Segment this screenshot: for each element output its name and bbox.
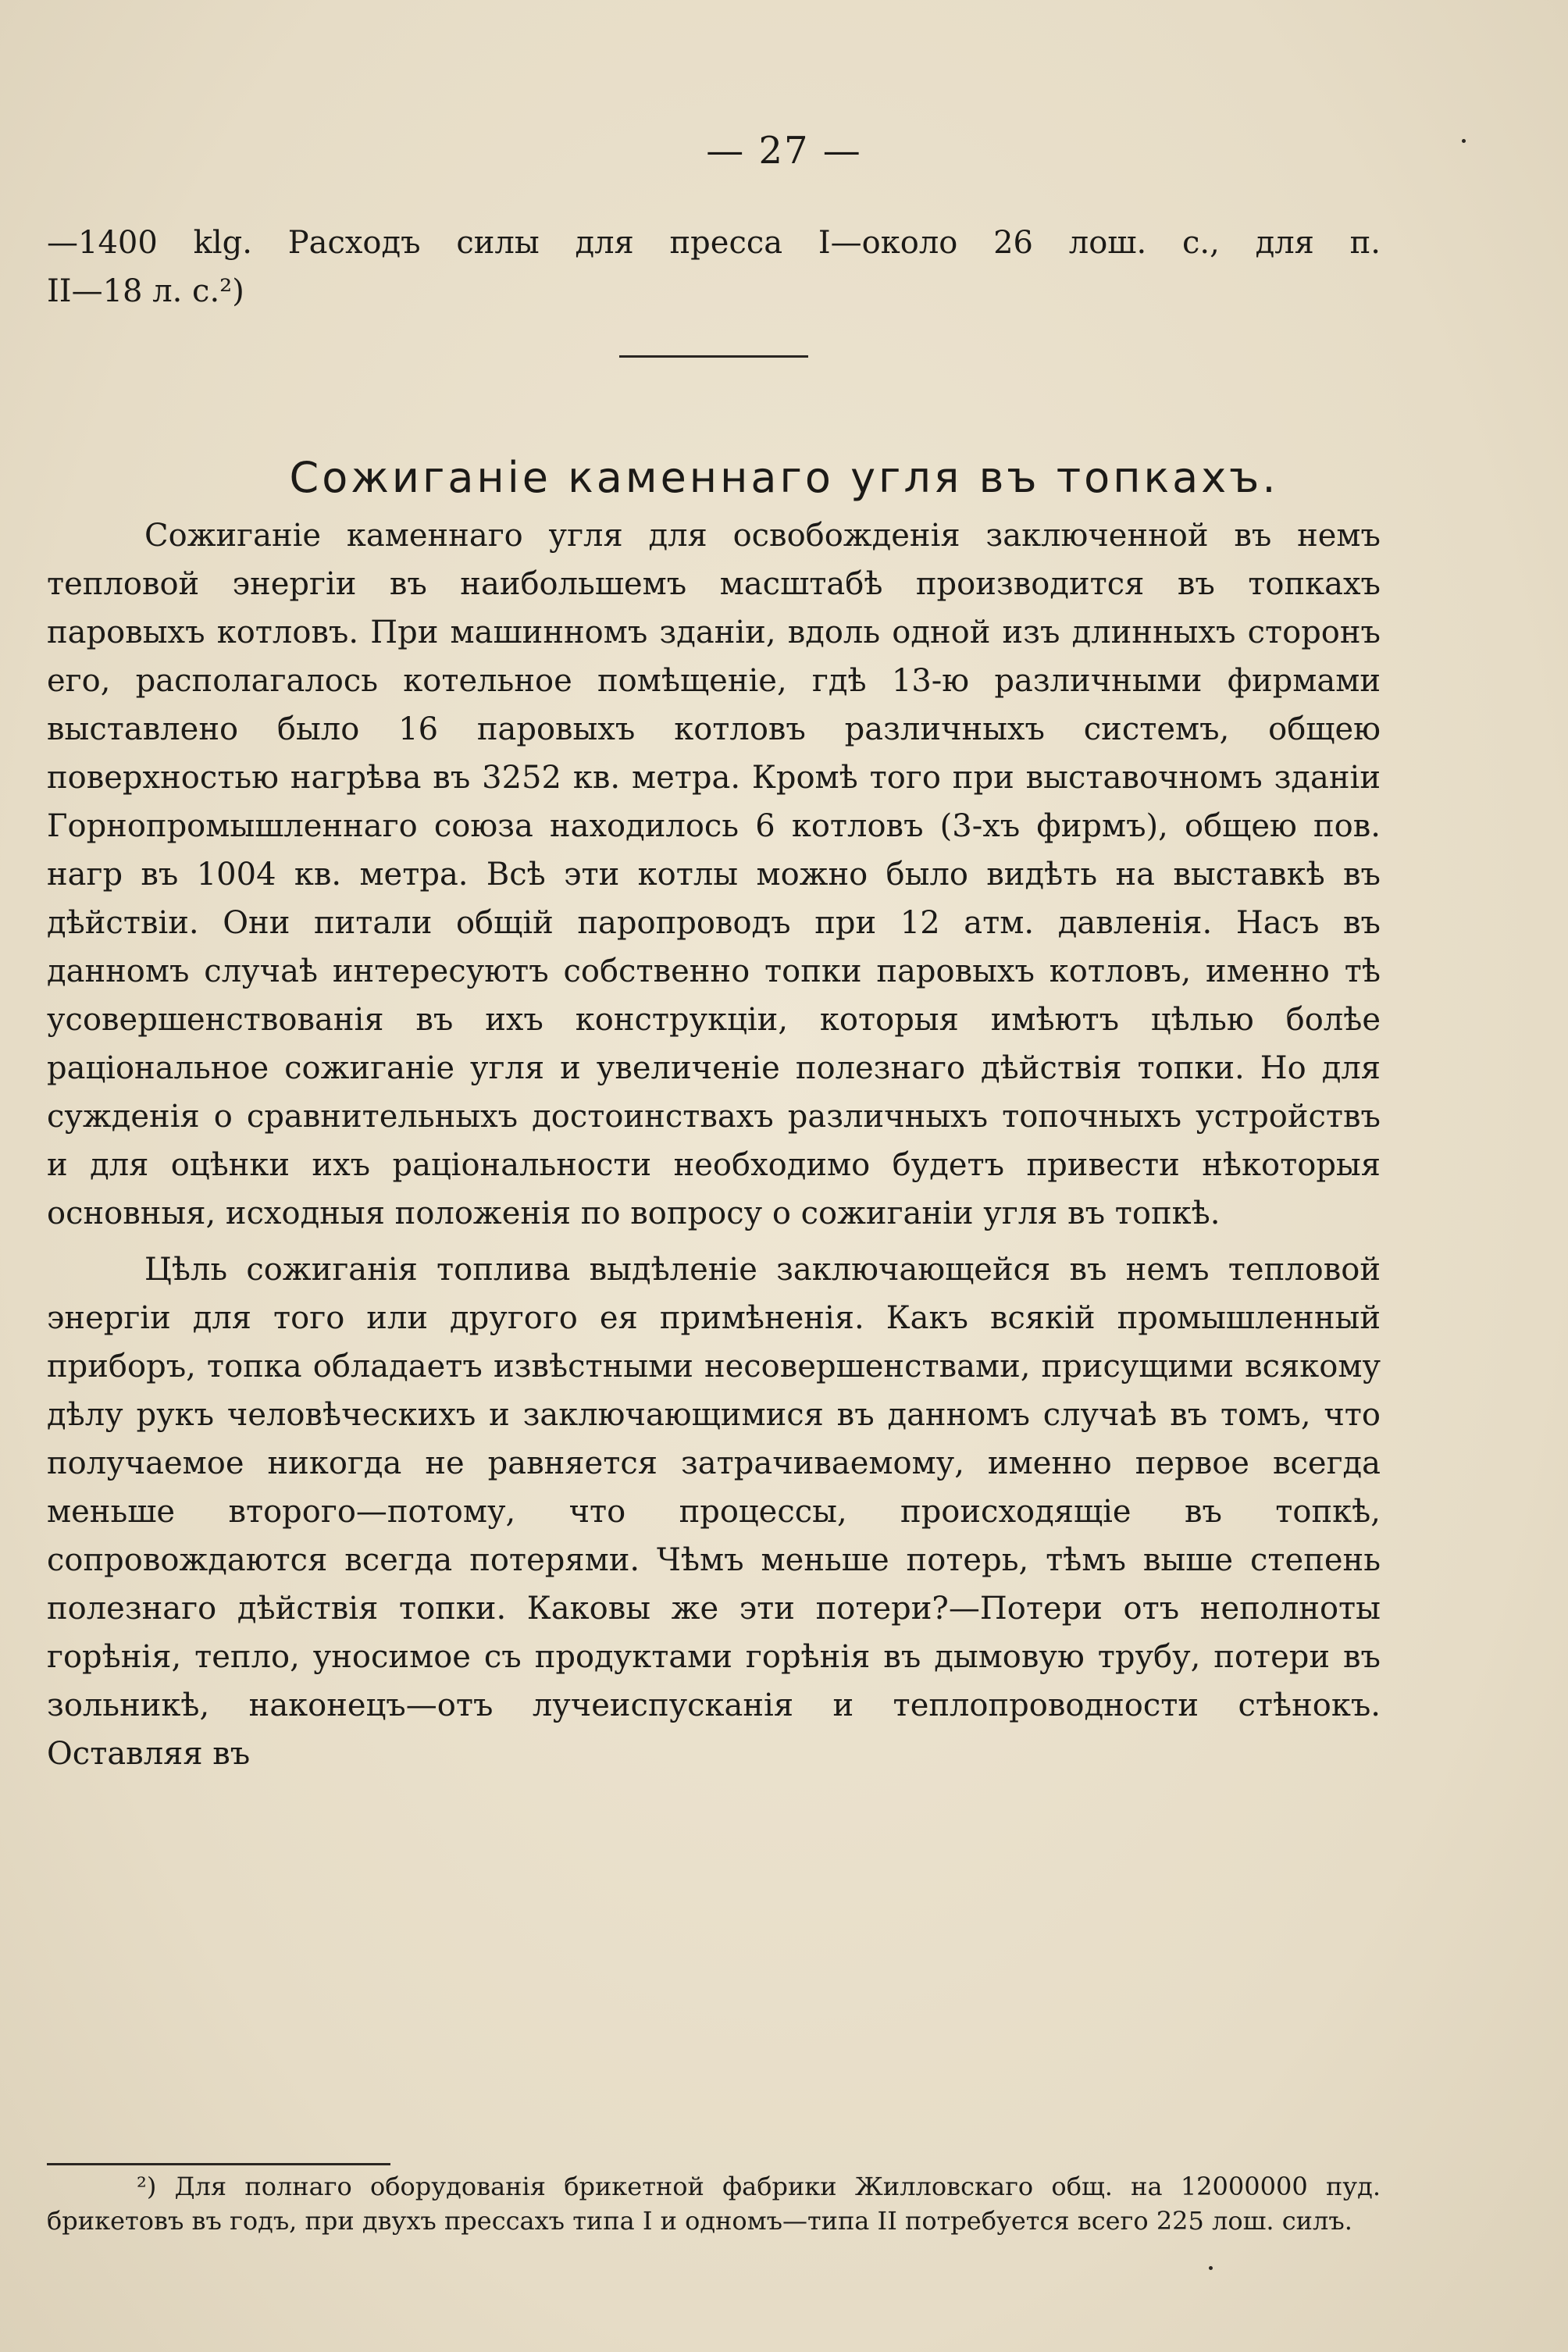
section-heading: Сожиганіе каменнаго угля въ топкахъ. — [289, 452, 1279, 502]
continuation-text — [47, 219, 1381, 315]
footnote-text: ²) Для полнаго оборудованія брикетной фабрики Жилловскаго общ. на 12000000 пуд. брикетовъ въ годъ, при двухъ прессахъ типа I и одномъ—типа II потребуется всего 225 лош. силъ. — [47, 2172, 1381, 2236]
continuation-line-1: —1400 klg. Расходъ силы для пресса I—около 26 лош. с., для п. — [47, 225, 1381, 261]
footnote — [47, 2169, 1381, 2238]
continuation-line-2: II—18 л. с.²) — [47, 273, 244, 309]
paragraph-1: Сожиганіе каменнаго угля для освобожденія заключенной въ немъ тепловой энергіи въ наибольшемъ масштабѣ производится въ топкахъ паровыхъ котловъ. При машинномъ зданіи, вдоль одной изъ длинныхъ сторонъ его, располагалось котельное помѣщеніе, гдѣ 13-ю различными фирмами выставлено было 16 паровыхъ котловъ различныхъ системъ, общею поверхностью нагрѣва въ 3252 кв. метра. Кромѣ того при выставочномъ зданіи Горнопромышленнаго союза находилось 6 котловъ (3-хъ фирмъ), общею пов. нагр въ 1004 кв. метра. Всѣ эти котлы можно было видѣть на выставкѣ въ дѣйствіи. Они питали общій паропроводъ при 12 атм. давленія. Насъ въ данномъ случаѣ интересуютъ собственно топки паровыхъ котловъ, именно тѣ усовершенствованія въ ихъ конструкціи, которыя имѣютъ цѣлью болѣе раціональное сожиганіе угля и увеличеніе полезнаго дѣйствія топки. Но для сужденія о сравнительныхъ достоинствахъ различныхъ топочныхъ устройствъ и для оцѣнки ихъ раціональности необходимо будетъ привести нѣкоторыя основныя, исходныя положенія по вопросу о сожиганіи угля въ топкѣ. — [47, 518, 1381, 1231]
main-text — [47, 511, 1381, 1786]
footnote-separator — [47, 2163, 390, 2165]
page-number: — 27 — — [706, 129, 862, 173]
paragraph-2: Цѣль сожиганія топлива выдѣленіе заключающейся въ немъ тепловой энергіи для того или другого ея примѣненія. Какъ всякій промышленный приборъ, топка обладаетъ извѣстными несовершенствами, присущими всякому дѣлу рукъ человѣческихъ и заключающимися въ данномъ случаѣ въ томъ, что получаемое никогда не равняется затрачиваемому, именно первое всегда меньше второго—потому, что процессы, происходящіе въ топкѣ, сопровождаются всегда потерями. Чѣмъ меньше потерь, тѣмъ выше степень полезнаго дѣйствія топки. Каковы же эти потери?—Потери отъ неполноты горѣнія, тепло, уносимое съ продуктами горѣнія въ дымовую трубу, потери въ зольникѣ, наконецъ—отъ лучеиспусканія и теплопроводности стѣнокъ. Оставляя въ — [47, 1252, 1381, 1772]
print-speck — [1462, 139, 1466, 143]
section-separator — [619, 355, 808, 358]
print-speck — [1209, 2266, 1213, 2270]
